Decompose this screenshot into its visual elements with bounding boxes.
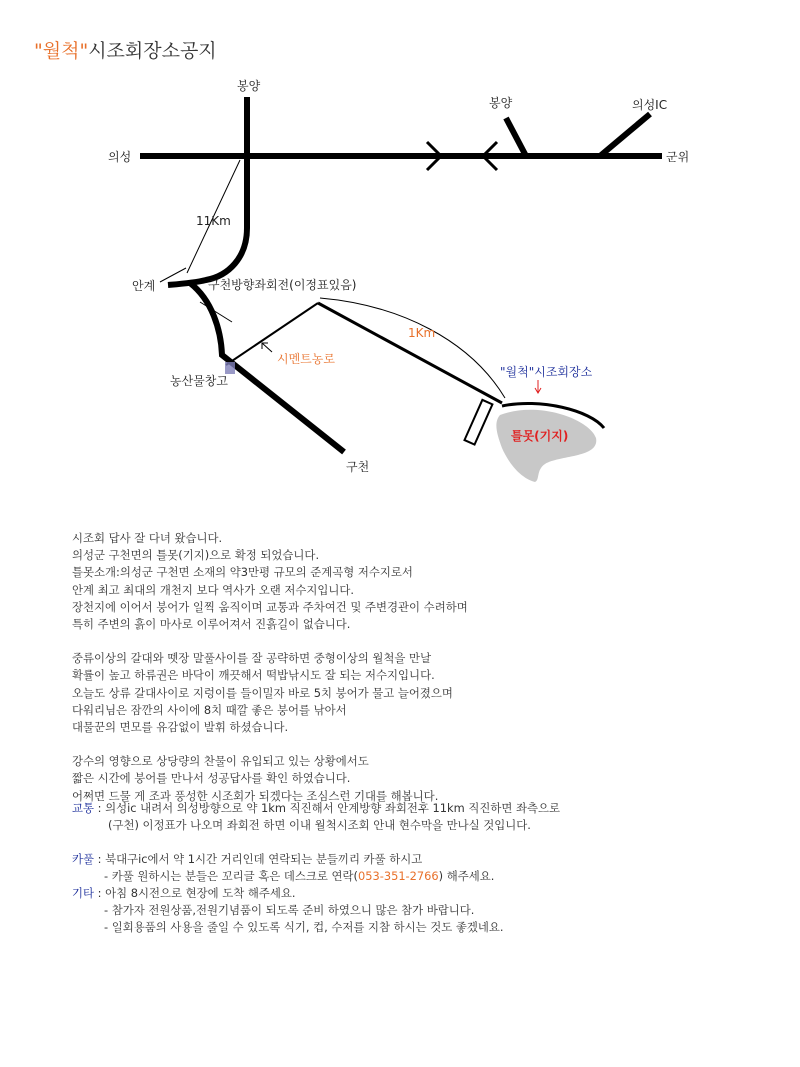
route-map bbox=[0, 0, 800, 500]
label-distance-1km: 1Km bbox=[408, 326, 436, 340]
para3-line: 어쩌면 드물 게 조과 풍성한 시조회가 되겠다는 조심스런 기대를 해봅니다. bbox=[72, 788, 439, 803]
dam-structure bbox=[464, 400, 492, 445]
road-bongyang-right bbox=[506, 118, 526, 156]
tick-mark bbox=[160, 268, 186, 282]
etc-line-1 bbox=[72, 885, 792, 902]
etc-line-3: - 일회용품의 사용을 줄일 수 있도록 식기, 컵, 수저를 지참 하시는 것도 좋겠네요. bbox=[104, 920, 504, 935]
label-uiseong-ic: 의성IC bbox=[632, 98, 668, 112]
para2-line: 오늘도 상류 갈대사이로 지렁이를 들이밀자 바로 5치 붕어가 물고 늘어졌으며 bbox=[72, 685, 453, 700]
para1-line: 안계 최고 최대의 개천지 보다 역사가 오랜 저수지입니다. bbox=[72, 582, 355, 597]
label-bongyang-right: 봉양 bbox=[489, 96, 513, 110]
etc-text-1: : 아침 8시전으로 현장에 도착 해주세요. bbox=[94, 886, 296, 900]
label-turn-note: 구천방향좌회전(이정표있음) bbox=[208, 278, 357, 292]
para2-line: 대물꾼의 면모를 유감없이 발휘 하셨습니다. bbox=[72, 720, 289, 735]
transport-key: 교통 bbox=[72, 801, 95, 815]
para1-line: 장천지에 이어서 붕어가 일찍 움직이며 교통과 주차여건 및 주변경관이 수려하며 bbox=[72, 599, 468, 614]
para2-line: 다워리님은 잠깐의 사이에 8치 때깔 좋은 붕어를 낚아서 bbox=[72, 702, 347, 717]
label-gucheon: 구천 bbox=[346, 460, 370, 474]
transport-line-1 bbox=[72, 800, 792, 817]
label-uiseong: 의성 bbox=[108, 150, 132, 164]
para1-line: 특히 주변의 흙이 마사로 이루어져서 진흙길이 없습니다. bbox=[72, 617, 351, 632]
road-bongyang-angye bbox=[168, 97, 247, 285]
report-body bbox=[72, 530, 772, 805]
carpool-line-2 bbox=[72, 868, 792, 885]
carpool-section bbox=[72, 851, 792, 885]
para3-line: 강수의 영향으로 상당량의 찬물이 유입되고 있는 상황에서도 bbox=[72, 754, 369, 769]
label-gunwi: 군위 bbox=[666, 150, 690, 164]
label-reservoir: 틀못(기지) bbox=[511, 429, 569, 443]
road-to-venue bbox=[318, 303, 502, 403]
carpool-line-1 bbox=[72, 851, 792, 868]
title-highlight: "월척" bbox=[34, 40, 89, 62]
road-uiseong-ic bbox=[600, 114, 650, 156]
road-angye-gucheon bbox=[190, 283, 344, 452]
carpool-text-2b: ) 해주세요. bbox=[438, 869, 495, 884]
transport-line-2: (구천) 이정표가 나오며 좌회전 하면 이내 월척시조회 안내 현수막을 만나실 것입니다. bbox=[108, 818, 531, 833]
label-distance-11km: 11Km bbox=[196, 214, 231, 228]
label-bongyang-left: 봉양 bbox=[237, 79, 261, 93]
etc-section bbox=[72, 885, 792, 937]
label-cement-road: 시멘트농로 bbox=[277, 352, 335, 366]
label-angye: 안계 bbox=[132, 279, 156, 293]
para1-line: 틀못소개:의성군 구천면 소재의 약3만평 규모의 준계곡형 저수지로서 bbox=[72, 565, 413, 580]
etc-key: 기타 bbox=[72, 886, 95, 900]
reservoir-shape bbox=[496, 410, 596, 482]
title-rest: 시조회장소공지 bbox=[88, 40, 217, 62]
para2-line: 중류이상의 갈대와 뗏장 말풀사이를 잘 공략하면 중형이상의 월척을 만날 bbox=[72, 651, 432, 666]
carpool-text-2a: - 카풀 원하시는 분들은 꼬리글 혹은 데스크로 연락( bbox=[104, 869, 358, 884]
para1-line: 시조회 답사 잘 다녀 왔습니다. bbox=[72, 531, 223, 545]
distance-arc-1km bbox=[320, 298, 505, 398]
transport-text-1: : 의성ic 내려서 의성방향으로 약 1km 직진해서 안계방향 좌회전후 11km 직진하면 좌측으로 bbox=[94, 801, 560, 815]
contact-phone: 053-351-2766 bbox=[357, 869, 439, 884]
etc-line-2: - 참가자 전원상품,전원기념품이 되도록 준비 하였으니 많은 참가 바랍니다. bbox=[104, 903, 475, 918]
para1-line: 의성군 구천면의 틀못(기지)으로 확정 되었습니다. bbox=[72, 548, 320, 563]
carpool-key: 카풀 bbox=[72, 852, 95, 866]
para3-line: 짧은 시간에 붕어를 만나서 성공답사를 확인 하였습니다. bbox=[72, 771, 351, 786]
transport-section bbox=[72, 800, 792, 834]
label-venue: "월척"시조회장소 bbox=[500, 365, 593, 379]
carpool-text-1: : 북대구ic에서 약 1시간 거리인데 연락되는 분들끼리 카풀 하시고 bbox=[94, 852, 423, 866]
pointer-arrow-icon bbox=[262, 343, 272, 352]
warehouse-marker bbox=[225, 362, 235, 374]
para2-line: 확률이 높고 하류권은 바닥이 깨끗해서 떡밥낚시도 잘 되는 저수지입니다. bbox=[72, 668, 435, 683]
label-warehouse: 농산물창고 bbox=[170, 374, 228, 388]
